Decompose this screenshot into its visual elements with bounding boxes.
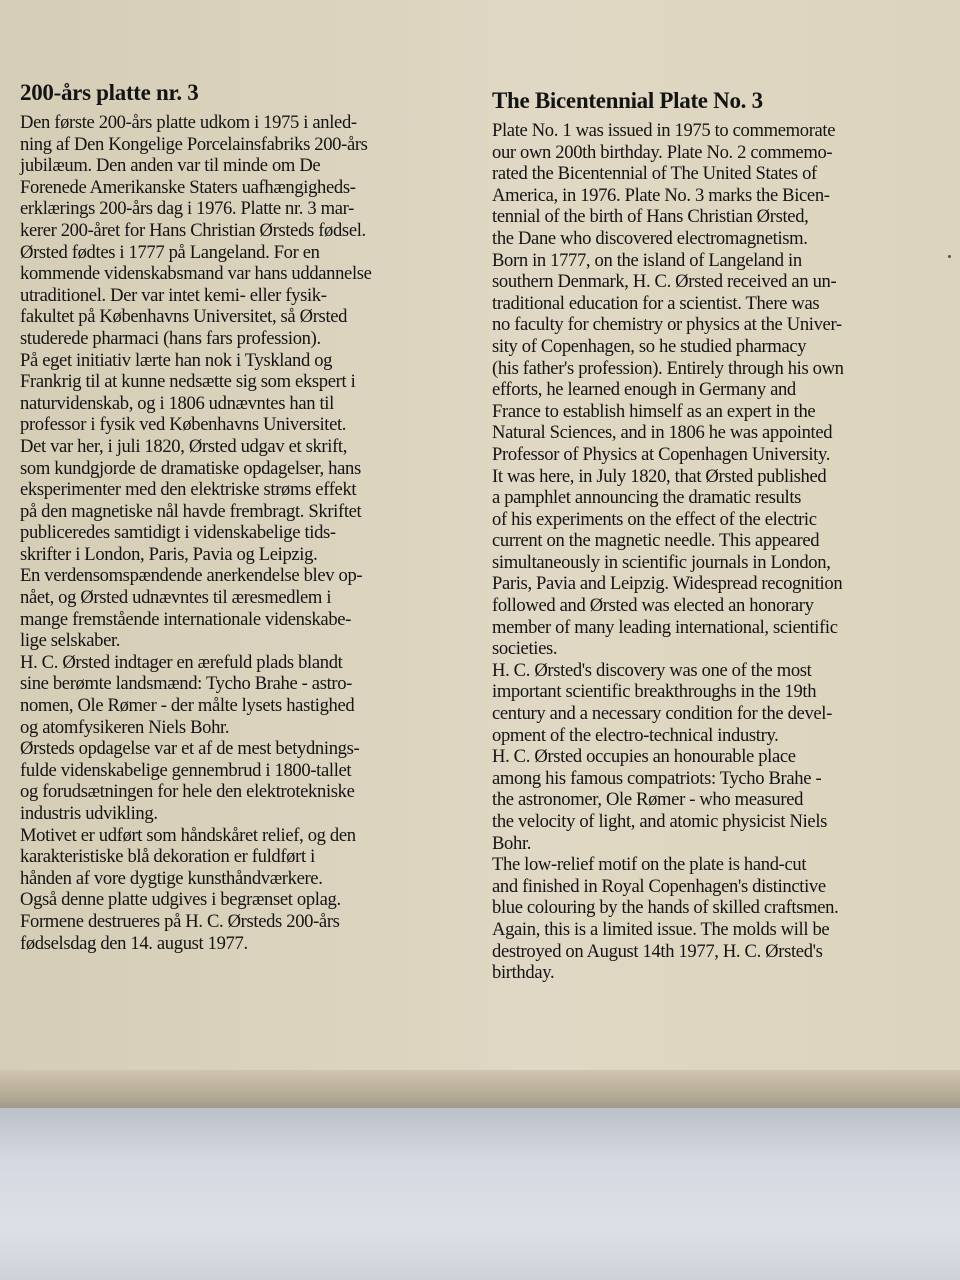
background-surface (0, 1108, 960, 1280)
danish-column (20, 80, 460, 954)
danish-body-text: Den første 200-års platte udkom i 1975 i anled- ning af Den Kongelige Porcelainsfabriks 200-års jubilæum. Den anden var til minde om De Forenede Amerikanske Staters uafhængigheds- erklærings 200-års dag i 1976. Platte nr. 3 mar- kerer 200-året for Hans Christian Ørsteds fødsel. Ørsted fødtes i 1777 på Langeland. For en kommende videnskabsmand var hans uddannelse utraditionel. Der var intet kemi- eller fysik- fakultet på Københavns Universitet, så Ørsted studerede pharmaci (hans fars profession). På eget initiativ lærte han nok i Tyskland og Frankrig til at kunne nedsætte sig som ekspert i naturvidenskab, og i 1806 udnævntes han til professor i fysik ved Københavns Universitet. Det var her, i juli 1820, Ørsted udgav et skrift, som kundgjorde de dramatiske opdagelser, hans eksperimenter med den elektriske strøms effekt på den magnetiske nål havde frembragt. Skriftet publiceredes samtidigt i videnskabelige tids- skrifter i London, Paris, Pavia og Leipzig. En verdensomspændende anerkendelse blev op- nået, og Ørsted udnævntes til æresmedlem i mange fremstående internationale videnskabe- lige selskaber. H. C. Ørsted indtager en ærefuld plads blandt sine berømte landsmænd: Tycho Brahe - astro- nomen, Ole Rømer - der målte lysets hastighed og atomfysikeren Niels Bohr. Ørsteds opdagelse var et af de mest betydnings- fulde videnskabelige gennembrud i 1800-tallet og forudsætningen for hele den elektrotekniske industris udvikling. Motivet er udført som håndskåret relief, og den karakteristiske blå dekoration er fuldført i hånden af vore dygtige kunsthåndværkere. Også denne platte udgives i begrænset oplag. Formene destrueres på H. C. Ørsteds 200-års fødselsdag den 14. august 1977. (20, 112, 372, 954)
english-body-text: Plate No. 1 was issued in 1975 to commemorate our own 200th birthday. Plate No. 2 commemo- rated the Bicentennial of The United States of America, in 1976. Plate No. 3 marks the Bicen- tennial of the birth of Hans Christian Ørsted, the Dane who discovered electromagnetism. Born in 1777, on the island of Langeland in southern Denmark, H. C. Ørsted received an un- traditional education for a scientist. There was no faculty for chemistry or physics at the Univer- sity of Copenhagen, so he studied pharmacy (his father's profession). Entirely through his own efforts, he learned enough in Germany and France to establish himself as an expert in the Natural Sciences, and in 1806 he was appointed Professor of Physics at Copenhagen University. It was here, in July 1820, that Ørsted published a pamphlet announcing the dramatic results of his experiments on the effect of the electric current on the magnetic needle. This appeared simultaneously in scientific journals in London, Paris, Pavia and Leipzig. Widespread recognition followed and Ørsted was elected an honorary member of many leading international, scientific societies. H. C. Ørsted's discovery was one of the most important scientific breakthroughs in the 19th century and a necessary condition for the devel- opment of the electro-technical industry. H. C. Ørsted occupies an honourable place among his famous compatriots: Tycho Brahe - the astronomer, Ole Rømer - who measured the velocity of light, and atomic physicist Niels Bohr. The low-relief motif on the plate is hand-cut and finished in Royal Copenhagen's distinctive blue colouring by the hands of skilled craftsmen. Again, this is a limited issue. The molds will be destroyed on August 14th 1977, H. C. Ørsted's birthday. (492, 120, 844, 984)
danish-heading: 200-års platte nr. 3 (20, 80, 199, 105)
english-heading: The Bicentennial Plate No. 3 (492, 88, 763, 113)
paper-speck (948, 255, 951, 258)
english-column (492, 88, 922, 984)
page-edge-shadow (0, 1070, 960, 1110)
